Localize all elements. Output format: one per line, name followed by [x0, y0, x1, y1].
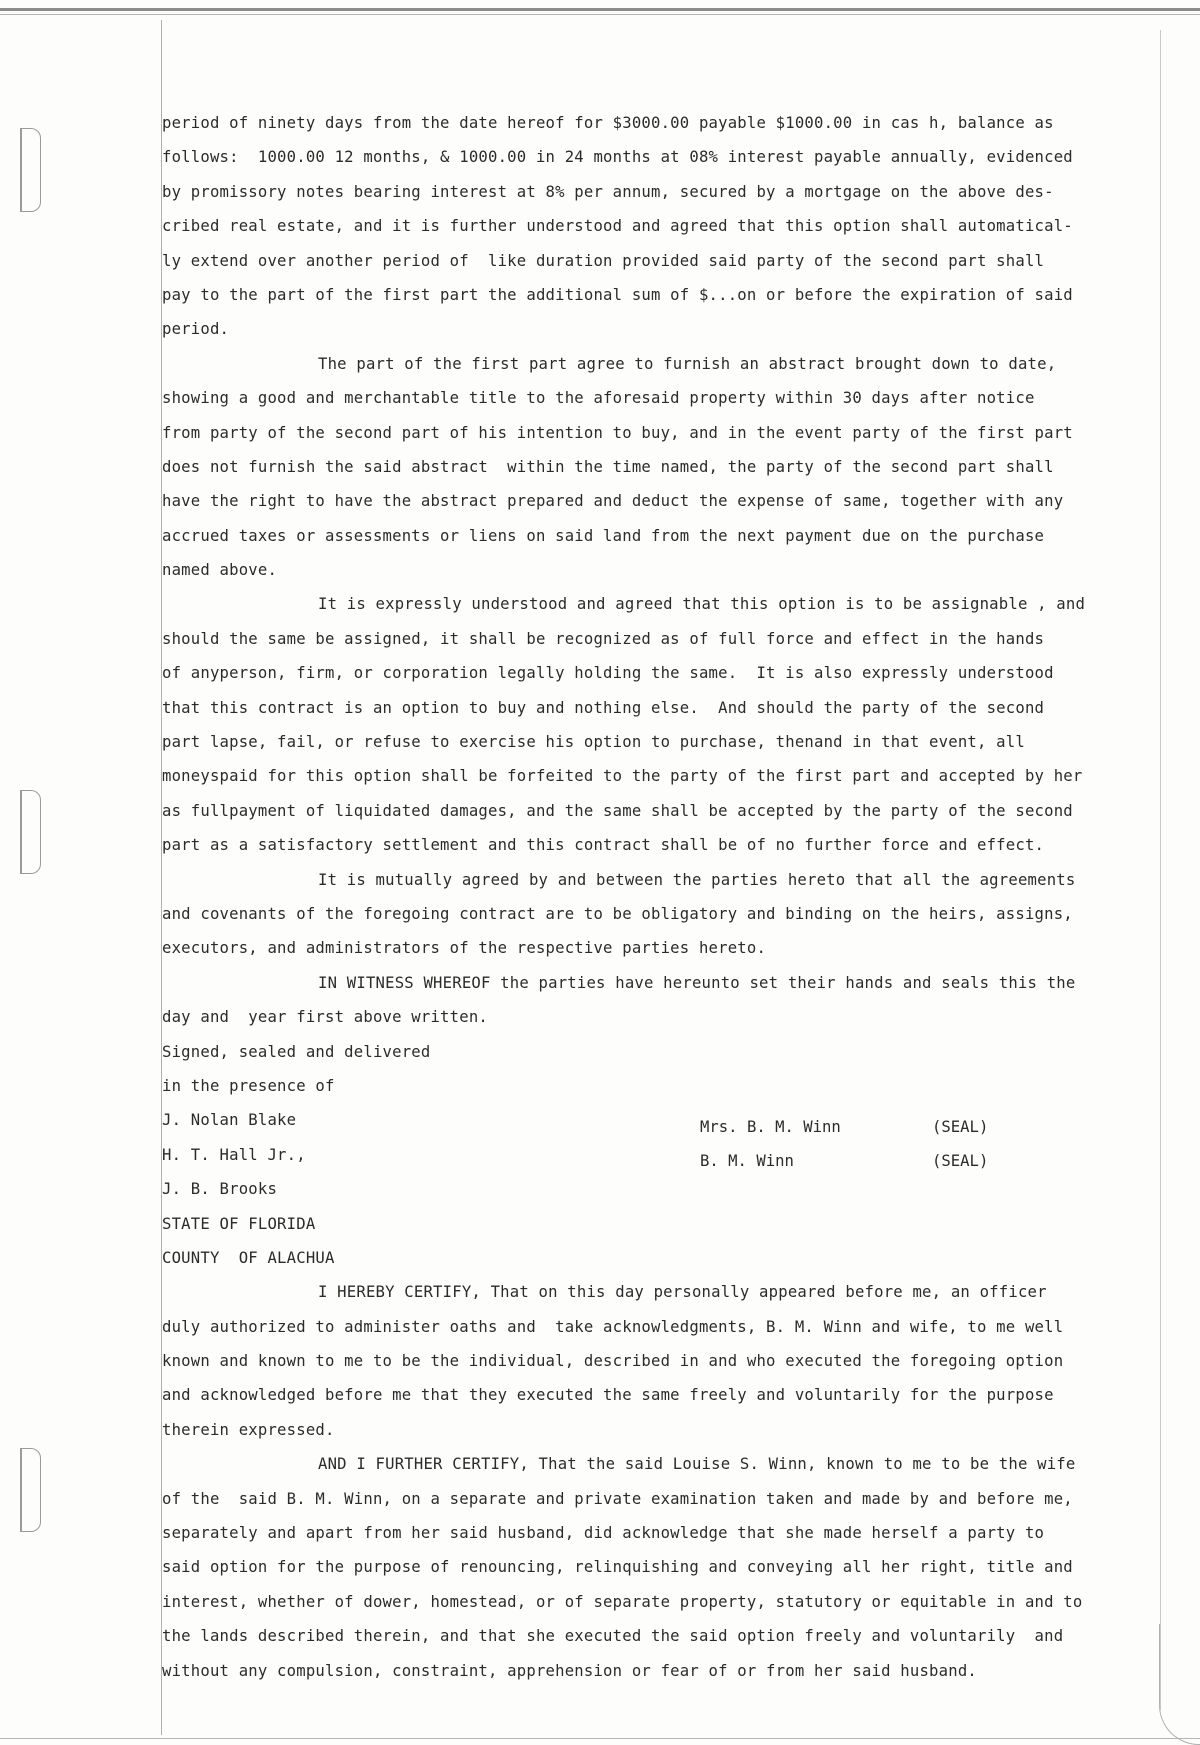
text-line: follows: 1000.00 12 months, & 1000.00 in 24 months at 08% interest payable annually, evidenced	[162, 148, 1073, 167]
text-line: in the presence of	[162, 1076, 335, 1095]
text-line: J. B. Brooks	[162, 1180, 278, 1199]
document-body	[162, 106, 1162, 1688]
text-line: The part of the first part agree to furnish an abstract brought down to date,	[318, 354, 1057, 373]
text-line: without any compulsion, constraint, apprehension or fear of or from her said husband.	[162, 1661, 977, 1680]
signature-row	[700, 1110, 988, 1144]
text-line: of anyperson, firm, or corporation legally holding the same. It is also expressly understood	[162, 664, 1054, 683]
top-border-rule-thin	[0, 14, 1200, 15]
signatory-name: B. M. Winn	[700, 1152, 794, 1171]
top-border-rule	[0, 8, 1200, 11]
text-line: Signed, sealed and delivered	[162, 1042, 431, 1061]
text-line: STATE OF FLORIDA	[162, 1214, 316, 1233]
text-line: does not furnish the said abstract within the time named, the party of the second part shall	[162, 457, 1054, 476]
paragraph-p3	[162, 587, 1162, 862]
text-line: IN WITNESS WHEREOF the parties have hereunto set their hands and seals this the	[318, 973, 1076, 992]
text-line: pay to the part of the first part the additional sum of $...on or before the expiration of said	[162, 285, 1073, 304]
seal-label: (SEAL)	[932, 1118, 989, 1136]
text-line: from party of the second part of his intention to buy, and in the event party of the first part	[162, 423, 1073, 442]
text-line: part as a satisfactory settlement and this contract shall be of no further force and effect.	[162, 836, 1045, 855]
text-line: AND I FURTHER CERTIFY, That the said Louise S. Winn, known to me to be the wife	[318, 1455, 1076, 1474]
text-line: should the same be assigned, it shall be recognized as of full force and effect in the hands	[162, 629, 1045, 648]
text-line: named above.	[162, 561, 278, 580]
binder-hole-middle	[20, 790, 41, 874]
text-line: separately and apart from her said husband, did acknowledge that she made herself a party to	[162, 1524, 1045, 1543]
page-corner-curl	[1159, 1624, 1200, 1745]
paragraph-p4	[162, 863, 1162, 966]
text-line: accrued taxes or assessments or liens on said land from the next payment due on the purchase	[162, 526, 1045, 545]
text-line: interest, whether of dower, homestead, or of separate property, statutory or equitable in and to	[162, 1592, 1083, 1611]
text-line: cribed real estate, and it is further understood and agreed that this option shall automatical-	[162, 217, 1073, 236]
binder-hole-top	[20, 128, 41, 212]
binder-hole-bottom	[20, 1448, 41, 1532]
text-line: said option for the purpose of renouncing, relinquishing and conveying all her right, title and	[162, 1558, 1073, 1577]
signature-block	[700, 1110, 988, 1179]
paragraph-p1	[162, 106, 1162, 347]
text-line: the lands described therein, and that she executed the said option freely and voluntarily and	[162, 1627, 1064, 1646]
signature-row	[700, 1144, 988, 1178]
text-line: executors, and administrators of the respective parties hereto.	[162, 939, 767, 958]
text-line: that this contract is an option to buy and nothing else. And should the party of the second	[162, 698, 1045, 717]
text-line: moneyspaid for this option shall be forfeited to the party of the first part and accepted by her	[162, 767, 1083, 786]
signatory-name: Mrs. B. M. Winn	[700, 1118, 841, 1136]
text-line: ly extend over another period of like duration provided said party of the second part shall	[162, 251, 1045, 270]
text-line: It is expressly understood and agreed that this option is to be assignable , and	[318, 595, 1086, 614]
paragraph-p6	[162, 1275, 1162, 1447]
text-line: day and year first above written.	[162, 1008, 488, 1027]
text-line: H. T. Hall Jr.,	[162, 1145, 306, 1164]
text-line: as fullpayment of liquidated damages, and the same shall be accepted by the party of the second	[162, 801, 1073, 820]
paragraph-p2	[162, 347, 1162, 588]
text-line: duly authorized to administer oaths and take acknowledgments, B. M. Winn and wife, to me well	[162, 1317, 1064, 1336]
seal-label: (SEAL)	[932, 1152, 989, 1171]
text-line: I HEREBY CERTIFY, That on this day personally appeared before me, an officer	[318, 1283, 1047, 1302]
text-line: COUNTY OF ALACHUA	[162, 1248, 335, 1267]
text-line: showing a good and merchantable title to the aforesaid property within 30 days after notice	[162, 389, 1035, 408]
text-line: period.	[162, 320, 230, 339]
text-line: period of ninety days from the date hereof for $3000.00 payable $1000.00 in cas h, balance as	[162, 114, 1054, 132]
text-line: part lapse, fail, or refuse to exercise his option to purchase, thenand in that event, all	[162, 733, 1025, 752]
text-line: by promissory notes bearing interest at 8% per annum, secured by a mortgage on the above des-	[162, 182, 1054, 201]
text-line: and acknowledged before me that they executed the same freely and voluntarily for the purpose	[162, 1386, 1054, 1405]
text-line: of the said B. M. Winn, on a separate and private examination taken and made by and before me,	[162, 1489, 1073, 1508]
text-line: have the right to have the abstract prepared and deduct the expense of same, together with any	[162, 492, 1064, 511]
text-line: J. Nolan Blake	[162, 1111, 297, 1130]
text-line: It is mutually agreed by and between the parties hereto that all the agreements	[318, 870, 1076, 889]
text-line: therein expressed.	[162, 1420, 335, 1439]
paragraph-p5	[162, 966, 1162, 1276]
text-line: known and known to me to be the individual, described in and who executed the foregoing option	[162, 1352, 1064, 1371]
paragraph-p7	[162, 1447, 1162, 1688]
bottom-border-rule	[0, 1738, 1200, 1739]
text-line: and covenants of the foregoing contract are to be obligatory and binding on the heirs, assigns,	[162, 904, 1073, 923]
